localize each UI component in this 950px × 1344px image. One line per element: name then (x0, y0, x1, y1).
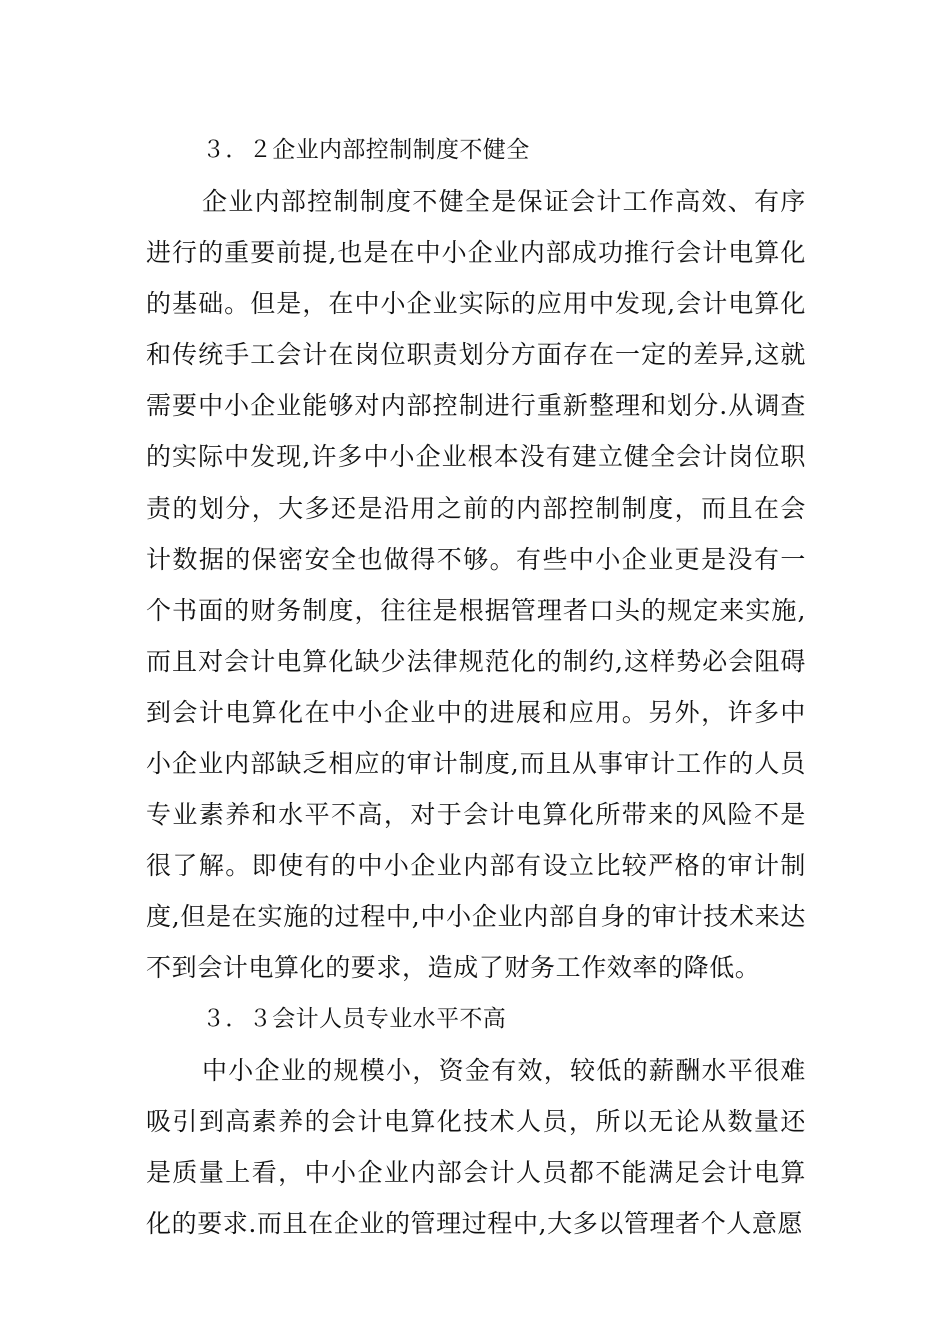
section-heading-3-2: ３．２企业内部控制制度不健全 (202, 137, 530, 163)
document-body (146, 125, 806, 1249)
section-heading-3-3: ３．３会计人员专业水平不高 (202, 1005, 507, 1032)
paragraph-staff-level: 中小企业的规模小，资金有效，较低的薪酬水平很难吸引到高素养的会计电算化技术人员，所以无论从数量还是质量上看，中小企业内部会计人员都不能满足会计电算化的要求.而且在企业的管理过程中,大多以管理者个人意愿 (146, 1055, 806, 1238)
paragraph-internal-control: 企业内部控制制度不健全是保证会计工作高效、有序进行的重要前提,也是在中小企业内部成功推行会计电算化的基础。但是，在中小企业实际的应用中发现,会计电算化和传统手工会计在岗位职责划分方面存在一定的差异,这就需要中小企业能够对内部控制进行重新整理和划分.从调查的实际中发现,许多中小企业根本没有建立健全会计岗位职责的划分，大多还是沿用之前的内部控制制度，而且在会计数据的保密安全也做得不够。有些中小企业更是没有一个书面的财务制度，往往是根据管理者口头的规定来实施,而且对会计电算化缺少法律规范化的制约,这样势必会阻碍到会计电算化在中小企业中的进展和应用。另外，许多中小企业内部缺乏相应的审计制度,而且从事审计工作的人员专业素养和水平不高，对于会计电算化所带来的风险不是很了解。即使有的中小企业内部有设立比较严格的审计制度,但是在实施的过程中,中小企业内部自身的审计技术来达不到会计电算化的要求，造成了财务工作效率的降低。 (146, 187, 806, 983)
